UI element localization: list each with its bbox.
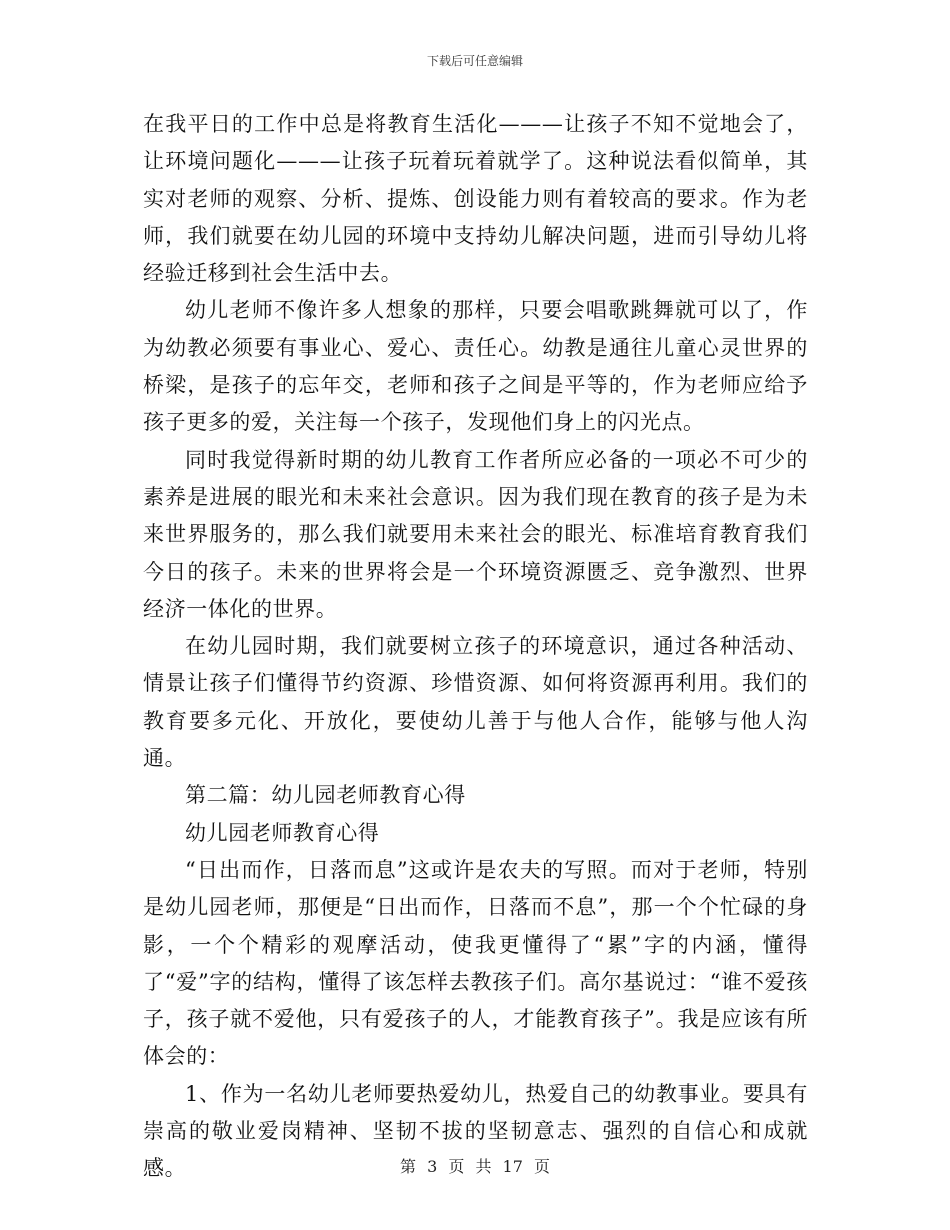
page-header-note: 下载后可任意编辑 (426, 54, 523, 68)
section-heading: 第二篇：幼儿园老师教育心得 (185, 783, 466, 808)
page-number: 第 3 页 共 17 页 (400, 1157, 550, 1176)
document-body (143, 106, 808, 1188)
article-title: 幼儿园老师教育心得 (185, 820, 380, 845)
paragraph-1: 在我平日的工作中总是将教育生活化———让孩子不知不觉地会了，让环境问题化———让孩子玩着玩着就学了。这种说法看似简单，其实对老师的观察、分析、提炼、创设能力则有着较高的要求。作为老师，我们就要在幼儿园的环境中支持幼儿解决问题，进而引导幼儿将经验迁移到社会生活中去。 (143, 112, 808, 286)
paragraph-4: 在幼儿园时期，我们就要树立孩子的环境意识，通过各种活动、情景让孩子们懂得节约资源、珍惜资源、如何将资源再利用。我们的教育要多元化、开放化，要使幼儿善于与他人合作，能够与他人沟通。 (143, 634, 808, 771)
paragraph-5: “日出而作，日落而息”这或许是农夫的写照。而对于老师，特别是幼儿园老师，那便是“日出而作，日落而不息”，那一个个忙碌的身影，一个个精彩的观摩活动，使我更懂得了“累”字的内涵，懂得了“爱”字的结构，懂得了该怎样去教孩子们。高尔基说过：“谁不爱孩子，孩子就不爱他，只有爱孩子的人，才能教育孩子”。我是应该有所体会的： (143, 857, 808, 1069)
paragraph-2: 幼儿老师不像许多人想象的那样，只要会唱歌跳舞就可以了，作为幼教必须要有事业心、爱心、责任心。幼教是通往儿童心灵世界的桥梁，是孩子的忘年交，老师和孩子之间是平等的，作为老师应给予孩子更多的爱，关注每一个孩子，发现他们身上的闪光点。 (143, 298, 808, 435)
paragraph-6: 1、作为一名幼儿老师要热爱幼儿，热爱自己的幼教事业。要具有崇高的敬业爱岗精神、坚韧不拔的坚韧意志、强烈的自信心和成就感。 (143, 1081, 808, 1181)
paragraph-3: 同时我觉得新时期的幼儿教育工作者所应必备的一项必不可少的素养是进展的眼光和未来社会意识。因为我们现在教育的孩子是为未来世界服务的，那么我们就要用未来社会的眼光、标准培育教育我们今日的孩子。未来的世界将会是一个环境资源匮乏、竞争激烈、世界经济一体化的世界。 (143, 447, 808, 621)
